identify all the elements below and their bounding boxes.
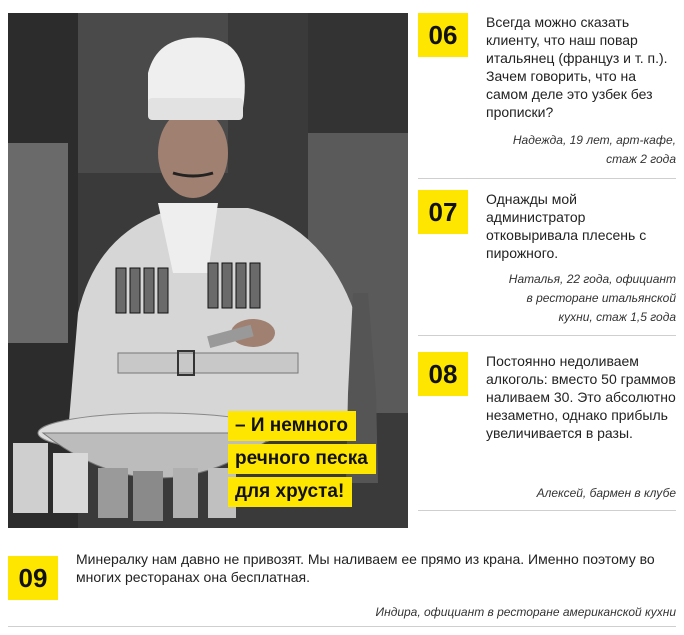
divider xyxy=(418,335,676,336)
quote-author xyxy=(456,131,676,169)
quote-text: Минералку нам давно не привозят. Мы наливаем ее прямо из крана. Именно поэтому во многих ресторанах она бесплатная. xyxy=(76,551,655,585)
caption-line-1: – И немного xyxy=(228,411,356,441)
number-badge: 08 xyxy=(418,352,468,396)
quote-item-06 xyxy=(418,13,676,173)
divider xyxy=(418,510,676,511)
chef-photo xyxy=(8,13,408,528)
number-badge: 09 xyxy=(8,556,58,600)
author-line: кухни, стаж 1,5 года xyxy=(558,310,676,324)
quote-author xyxy=(456,270,676,327)
photo-caption xyxy=(228,411,376,510)
author-line: Наталья, 22 года, официант xyxy=(508,272,676,286)
quote-author xyxy=(456,484,676,503)
quote-text: Однажды мой администратор отковыривала плесень с пирожного. xyxy=(486,191,647,261)
author-line: в ресторане итальянской xyxy=(526,291,676,305)
author-line: Индира, официант в ресторане американской кухни xyxy=(375,605,676,619)
author-line: стаж 2 года xyxy=(606,152,676,166)
quote-text: Постоянно недоливаем алкоголь: вместо 50 граммов наливаем 30. Это абсолютно незаметно, однако прибыль увеличивается в разы. xyxy=(486,353,676,441)
divider xyxy=(8,626,676,627)
quote-author xyxy=(176,603,676,622)
number-badge: 06 xyxy=(418,13,468,57)
caption-line-2: речного песка xyxy=(228,444,376,474)
author-line: Алексей, бармен в клубе xyxy=(536,486,676,500)
quote-item-07 xyxy=(418,190,676,330)
quote-text: Всегда можно сказать клиенту, что наш повар итальянец (француз и т. п.). Зачем говорить, что на самом деле это узбек без прописки? xyxy=(486,14,668,120)
caption-line-3: для хруста! xyxy=(228,477,352,507)
number-badge: 07 xyxy=(418,190,468,234)
quote-item-08 xyxy=(418,352,676,512)
divider xyxy=(418,178,676,179)
author-line: Надежда, 19 лет, арт-кафе, xyxy=(512,133,676,147)
quote-item-09 xyxy=(8,548,676,628)
